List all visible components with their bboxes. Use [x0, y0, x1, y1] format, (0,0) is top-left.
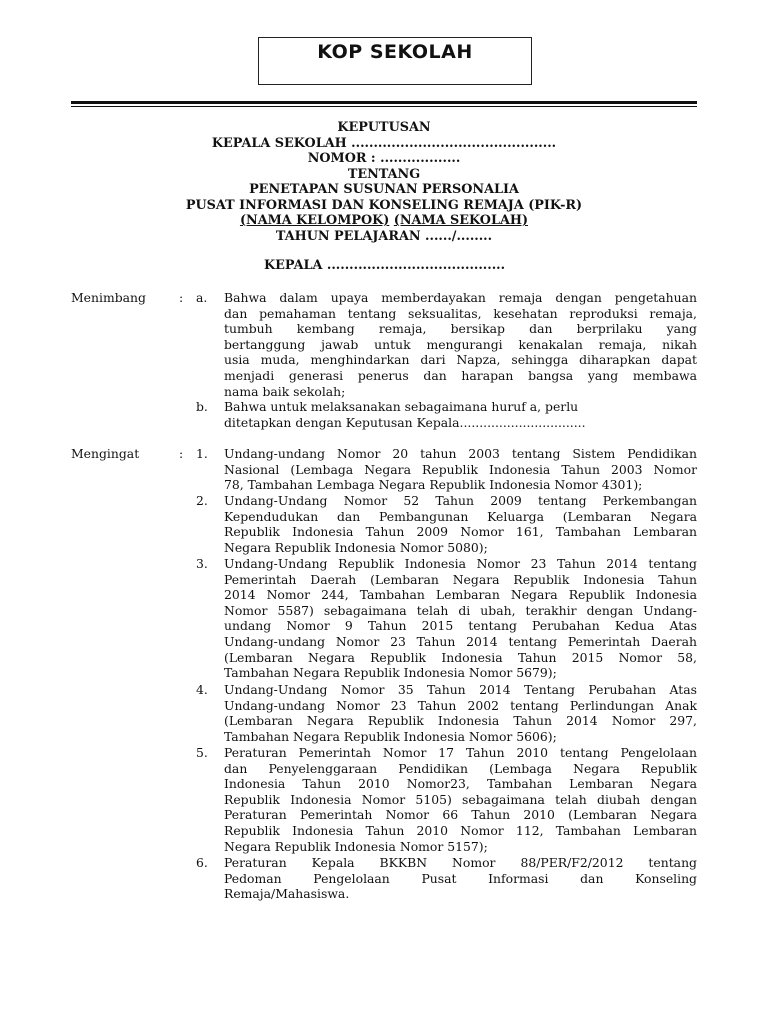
item-text	[224, 446, 697, 493]
title-nama-sekolah: (NAMA SEKOLAH)	[393, 213, 529, 228]
text-line: Undang-Undang Nomor 35 Tahun 2014 Tentang Perubahan Atas	[224, 682, 697, 697]
item-marker: 6.	[196, 855, 208, 870]
item-marker: a.	[196, 290, 208, 305]
text-line: Nomor 5587) sebagaimana telah di ubah, terakhir dengan Undang-	[224, 602, 697, 618]
text-line: nama baik sekolah;	[224, 383, 346, 399]
text-line: Nasional (Lembaga Negara Republik Indonesia Tahun 2003 Nomor	[224, 461, 697, 477]
kepala-line: KEPALA ........................................	[264, 258, 506, 273]
item-marker: 1.	[196, 446, 208, 461]
title-pik-r: PUSAT INFORMASI DAN KONSELING REMAJA (PIK-R)	[185, 197, 583, 213]
text-line: Negara Republik Indonesia Nomor 5080);	[224, 539, 488, 555]
text-line: Republik Indonesia Nomor 5105) sebagaimana telah diubah dengan	[224, 791, 697, 807]
title-penetapan: PENETAPAN SUSUNAN PERSONALIA	[249, 182, 519, 197]
title-nomor: NOMOR : ..................	[307, 151, 461, 166]
text-line: Peraturan Pemerintah Nomor 17 Tahun 2010 tentang Pengelolaan	[224, 745, 697, 760]
item-text	[224, 745, 697, 854]
text-line: usia muda, menghindarkan dari Napza, sehingga diharapkan dapat	[224, 352, 697, 368]
text-line: 78, Tambahan Lembaga Negara Republik Indonesia Nomor 4301);	[224, 477, 643, 493]
menimbang-colon: :	[179, 290, 184, 305]
text-line: Pedoman Pengelolaan Pusat Informasi dan Konseling	[224, 870, 697, 886]
title-tentang: TENTANG	[347, 166, 421, 182]
item-marker: 3.	[196, 556, 208, 571]
letterhead-title: KOP SEKOLAH	[317, 41, 473, 63]
text-line: bertanggung jawab untuk mengurangi kenakalan remaja, nikah	[224, 336, 697, 352]
item-marker: 4.	[196, 682, 208, 697]
mengingat-label: Mengingat	[71, 446, 140, 461]
text-line: Undang-undang Nomor 23 Tahun 2014 tentang Pemerintah Daerah	[224, 633, 697, 649]
text-line: Undang-undang Nomor 20 tahun 2003 tentang Sistem Pendidikan	[224, 446, 697, 461]
item-marker: 2.	[196, 493, 208, 508]
item-text	[224, 493, 697, 555]
header-rule-thin	[71, 106, 697, 107]
item-marker: 5.	[196, 745, 208, 760]
text-line: (Lembaran Negara Republik Indonesia Tahun 2015 Nomor 58,	[224, 649, 697, 665]
text-line: Undang-undang Nomor 23 Tahun 2002 tentang Perlindungan Anak	[224, 697, 697, 713]
text-line: tumbuh kembang remaja, bersikap dan berprilaku yang	[224, 321, 697, 337]
text-line: Tambahan Negara Republik Indonesia Nomor 5679);	[224, 665, 557, 681]
item-text	[224, 855, 697, 902]
text-line: ditetapkan dengan Keputusan Kepala................................	[224, 414, 586, 430]
text-line: Negara Republik Indonesia Nomor 5157);	[224, 838, 488, 854]
text-line: Remaja/Mahasiswa.	[224, 886, 350, 902]
text-line: menjadi generasi penerus dan harapan bangsa yang membawa	[224, 367, 697, 383]
text-line: dan pemahaman tentang seksualitas, kesehatan reproduksi remaja,	[224, 305, 697, 321]
letterhead-box	[258, 37, 532, 85]
text-line: undang Nomor 9 Tahun 2015 tentang Perubahan Kedua Atas	[224, 618, 697, 634]
text-line: 2014 Nomor 244, Tambahan Lembaran Negara Republik Indonesia	[224, 587, 697, 603]
text-line: Indonesia Tahun 2010 Nomor23, Tambahan Lembaran Negara	[224, 776, 697, 792]
item-marker: b.	[196, 399, 208, 414]
title-keputusan: KEPUTUSAN	[337, 120, 431, 135]
text-line: Pemerintah Daerah (Lembaran Negara Republik Indonesia Tahun	[224, 571, 697, 587]
text-line: Undang-Undang Republik Indonesia Nomor 23 Tahun 2014 tentang	[224, 556, 697, 571]
menimbang-label: Menimbang	[71, 290, 146, 305]
text-line: Tambahan Negara Republik Indonesia Nomor 5606);	[224, 728, 557, 744]
text-line: Bahwa dalam upaya memberdayakan remaja dengan pengetahuan	[224, 290, 697, 305]
item-text	[224, 290, 697, 399]
mengingat-colon: :	[179, 446, 184, 461]
item-text	[224, 399, 697, 430]
item-text	[224, 682, 697, 744]
text-line: (Lembaran Negara Republik Indonesia Tahun 2014 Nomor 297,	[224, 713, 697, 729]
text-line: Undang-Undang Nomor 52 Tahun 2009 tentang Perkembangan	[224, 493, 697, 508]
item-text	[224, 556, 697, 681]
text-line: Republik Indonesia Tahun 2010 Nomor 112, Tambahan Lembaran	[224, 822, 697, 838]
title-nama-kelompok: (NAMA KELOMPOK)	[239, 213, 390, 228]
text-line: Kependudukan dan Pembangunan Keluarga (Lembaran Negara	[224, 508, 697, 524]
text-line: Peraturan Pemerintah Nomor 66 Tahun 2010 (Lembaran Negara	[224, 807, 697, 823]
text-line: dan Penyelenggaraan Pendidikan (Lembaga Negara Republik	[224, 760, 697, 776]
title-tahun-pelajaran: TAHUN PELAJARAN ....../........	[275, 228, 493, 244]
text-line: Bahwa untuk melaksanakan sebagaimana huruf a, perlu	[224, 399, 579, 414]
text-line: Republik Indonesia Tahun 2009 Nomor 161, Tambahan Lembaran	[224, 524, 697, 540]
text-line: Peraturan Kepala BKKBN Nomor 88/PER/F2/2012 tentang	[224, 855, 697, 870]
title-kepala-sekolah: KEPALA SEKOLAH ..............................................	[211, 135, 557, 151]
header-rule-thick	[71, 101, 697, 104]
decree-title	[71, 120, 697, 244]
title-nama	[71, 213, 697, 229]
